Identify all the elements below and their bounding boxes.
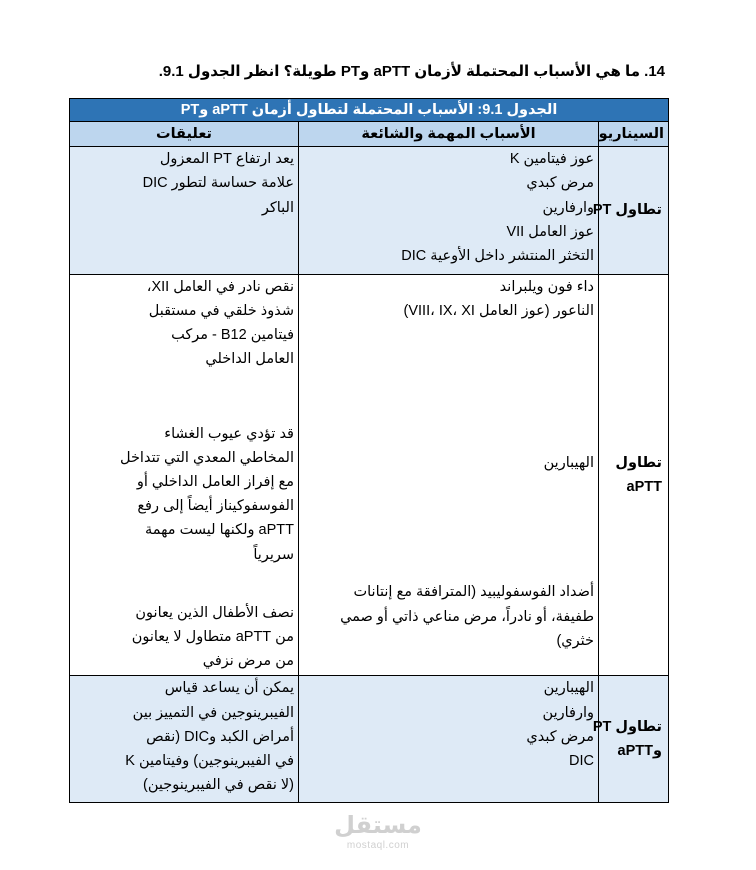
watermark-domain: mostaql.com (346, 840, 410, 851)
cause-item: طفيفة، أو نادراً، مرض مناعي ذاتي أو صمي (340, 608, 594, 625)
watermark-logo (318, 812, 438, 852)
cause-item: داء فون ويلبراند (499, 278, 594, 295)
scenario-cell (599, 274, 669, 676)
scenario-cell (592, 147, 669, 275)
comment-line: في الفيبرينوجين) وفيتامين K (125, 752, 294, 769)
comment-line: فيتامين B12 - مركب (171, 327, 294, 344)
comment-line: نقص نادر في العامل XII، (146, 278, 294, 295)
comments-cell (70, 676, 299, 803)
scenario-cell (592, 676, 669, 803)
comment-line: من مرض نزفي (202, 653, 294, 670)
header-scenario: السيناريو (599, 122, 669, 147)
comments-cell (70, 147, 299, 275)
comment-line: يعد ارتفاع PT المعزول (159, 151, 294, 168)
scenario-label: aPTT (626, 479, 662, 496)
comment-line: الفوسفوكيناز أيضاً إلى رفع (137, 498, 294, 515)
cause-item: عوز العامل VII (506, 223, 594, 240)
cause-item: DIC (569, 752, 594, 769)
cause-item: وارفارين (542, 704, 594, 721)
scenario-label: وaPTT (617, 743, 662, 760)
comment-line: أمراض الكبد وDIC (نقص (146, 728, 294, 745)
comment-line: مع إفراز العامل الداخلي أو (136, 474, 294, 491)
cause-item: وارفارين (542, 199, 594, 216)
table-caption: الجدول 9.1: الأسباب المحتملة لتطاول أزمان aPTT وPT (70, 99, 669, 122)
cause-item: مرض كبدي (526, 728, 594, 745)
cause-item: التخثر المنتشر داخل الأوعية DIC (401, 248, 594, 265)
header-causes: الأسباب المهمة والشائعة (299, 122, 599, 147)
comment-line: علامة حساسة لتطور DIC (142, 175, 294, 192)
causes-cell (299, 147, 599, 275)
table-row (70, 676, 669, 803)
comment-line: شذوذ خلقي في مستقبل (148, 303, 294, 320)
comment-line: قد تؤدي عيوب الغشاء (164, 425, 294, 442)
scenario-label: تطاول PT (592, 718, 662, 735)
comment-line: aPTT ولكنها ليست مهمة (144, 522, 294, 539)
comment-line: نصف الأطفال الذين يعانون (135, 604, 294, 621)
header-comments: تعليقات (70, 122, 299, 147)
comment-line: يمكن أن يساعد قياس (164, 680, 294, 697)
table-row (70, 274, 669, 676)
cause-item: أضداد الفوسفوليبيد (المترافقة مع إنتانات (353, 584, 594, 601)
scenario-label: تطاول (615, 454, 662, 471)
table-row (70, 147, 669, 275)
comment-line: الباكر (261, 199, 294, 216)
cause-item: مرض كبدي (526, 175, 594, 192)
cause-item: الهيبارين (543, 680, 594, 697)
causes-cell (299, 676, 599, 803)
cause-item: عوز فيتامين K (509, 151, 594, 168)
scenario-label: تطاول PT (592, 202, 662, 219)
comment-line: من aPTT متطاول لا يعانون (131, 629, 294, 646)
comment-line: سريرياً (253, 546, 294, 563)
cause-item: خثري) (556, 632, 594, 649)
comment-line: العامل الداخلي (205, 351, 294, 368)
comment-line: (لا نقص في الفيبرينوجين) (143, 777, 294, 794)
causes-cell (299, 274, 599, 676)
table-header-row (70, 122, 669, 147)
question-heading: 14. ما هي الأسباب المحتملة لأزمان aPTT وPT طويلة؟ انظر الجدول 9.1. (158, 63, 665, 80)
comment-line: الفيبرينوجين في التمييز بين (132, 704, 294, 721)
table-caption-row (70, 99, 669, 122)
comments-cell (70, 274, 299, 676)
comment-line: المخاطي المعدي التي تتداخل (119, 449, 294, 466)
watermark-brand: مستقل (334, 812, 422, 839)
causes-table (69, 98, 669, 803)
cause-item: الناعور (عوز العامل VIII، IX، XI) (403, 303, 594, 320)
cause-item: الهيبارين (543, 455, 594, 472)
